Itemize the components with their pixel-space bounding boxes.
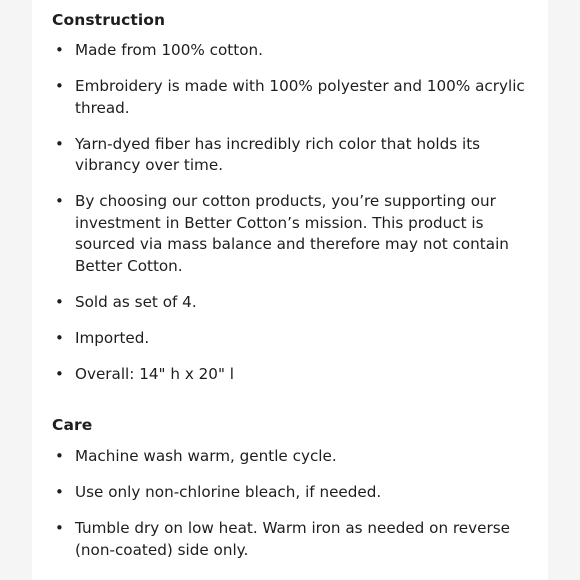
bullet-icon: •	[55, 447, 64, 465]
list-item	[52, 76, 542, 119]
bullet-icon: •	[55, 41, 64, 59]
care-heading: Care	[52, 416, 93, 434]
bullet-icon: •	[55, 328, 64, 347]
product-details-panel	[32, 0, 548, 580]
bullet-icon: •	[55, 76, 64, 95]
list-item	[52, 134, 542, 177]
list-item	[52, 328, 542, 350]
bullet-icon: •	[55, 482, 64, 501]
construction-item-text: Embroidery is made with 100% polyester and 100% acrylic thread.	[75, 76, 525, 117]
list-item	[52, 364, 542, 386]
care-item-text: Tumble dry on low heat. Warm iron as needed on reverse (non-coated) side only.	[75, 518, 510, 559]
care-item-text: Machine wash warm, gentle cycle.	[75, 447, 337, 465]
list-item	[52, 446, 542, 468]
construction-item-text: By choosing our cotton products, you’re supporting our investment in Better Cotton’s mission. This product is sourced via mass balance and therefore may not contain Better Cotton.	[75, 192, 509, 275]
list-item	[52, 518, 542, 561]
bullet-icon: •	[55, 364, 64, 383]
construction-item-text: Overall: 14" h x 20" l	[75, 364, 234, 383]
bullet-icon: •	[55, 192, 64, 211]
list-item	[52, 40, 542, 62]
list-item	[52, 191, 542, 277]
care-list	[52, 446, 542, 576]
construction-item-text: Made from 100% cotton.	[75, 41, 263, 59]
care-item-text: Use only non-chlorine bleach, if needed.	[75, 482, 382, 501]
construction-item-text: Imported.	[75, 328, 150, 347]
construction-heading: Construction	[52, 11, 166, 29]
bullet-icon: •	[55, 134, 64, 153]
list-item	[52, 482, 542, 504]
bullet-icon: •	[55, 292, 64, 311]
construction-list	[52, 40, 542, 400]
bullet-icon: •	[55, 518, 64, 537]
construction-item-text: Yarn-dyed fiber has incredibly rich color that holds its vibrancy over time.	[75, 134, 481, 175]
list-item	[52, 292, 542, 314]
construction-item-text: Sold as set of 4.	[75, 292, 197, 311]
